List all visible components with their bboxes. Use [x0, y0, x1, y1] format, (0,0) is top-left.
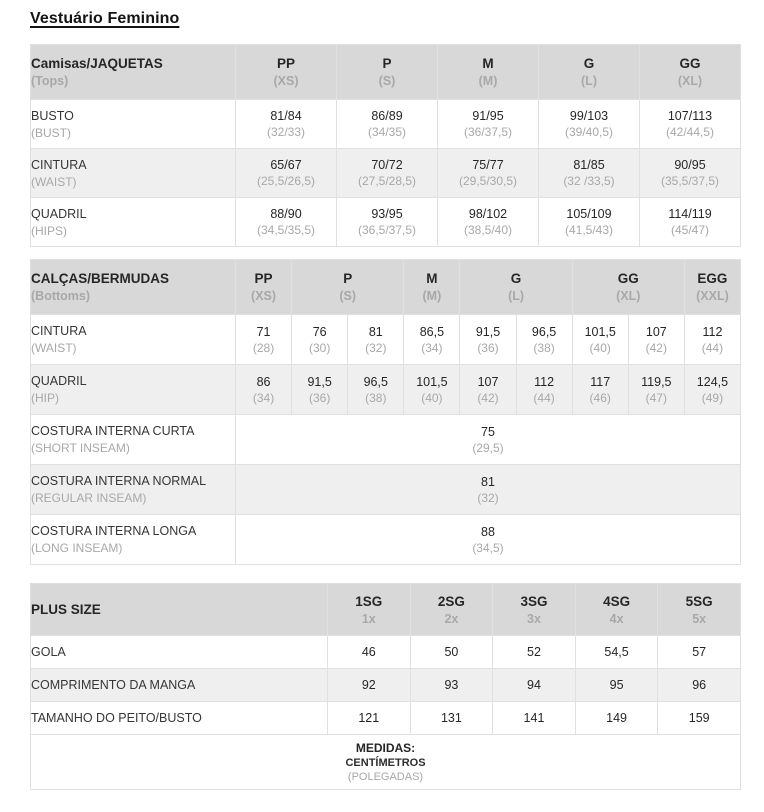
- measure-value: 105/109: [566, 207, 612, 221]
- size-column-header: [337, 45, 438, 100]
- table-row: [31, 415, 741, 465]
- size-sublabel: (S): [339, 289, 357, 303]
- measure-value-inches: (32): [477, 490, 499, 505]
- measure-value-inches: (29,5/30,5): [458, 174, 518, 188]
- row-label-cell: [31, 702, 328, 735]
- measure-value: 101,5: [416, 374, 448, 389]
- size-column-header: [539, 45, 640, 100]
- measure-value: 81: [481, 474, 495, 489]
- value-cell: [348, 365, 404, 415]
- measure-value-inches: (25,5/26,5): [256, 174, 316, 188]
- measure-value: 101,5: [584, 324, 616, 339]
- table-title: Camisas/JAQUETAS: [31, 56, 163, 71]
- size-label: 4SG: [603, 593, 631, 609]
- value-cell: [539, 198, 640, 247]
- value-cell: [337, 100, 438, 149]
- value-cell: [658, 636, 741, 669]
- size-sublabel: 4x: [609, 611, 624, 626]
- table-row: [31, 702, 741, 735]
- size-sublabel: 2x: [444, 611, 459, 626]
- measure-value: 86: [256, 374, 271, 389]
- value-cell: [516, 365, 572, 415]
- table-body: [31, 315, 741, 565]
- value-cell: [493, 669, 576, 702]
- value-cell: [236, 415, 741, 465]
- measure-value: 46: [361, 645, 376, 659]
- header-row: [31, 45, 741, 100]
- measure-value: 107: [477, 374, 499, 389]
- size-label: GG: [679, 56, 701, 71]
- measure-value: 93/95: [371, 207, 403, 221]
- units-note: [31, 741, 740, 783]
- size-sublabel: (XXL): [696, 289, 729, 303]
- row-label-cell: [31, 515, 236, 565]
- size-column-header: [658, 584, 741, 636]
- value-cell: [628, 365, 684, 415]
- value-cell: [539, 149, 640, 198]
- table-title-cell: [31, 584, 328, 636]
- table-row: [31, 669, 741, 702]
- measure-value-inches: (42): [477, 390, 499, 405]
- measure-value: 88: [481, 524, 495, 539]
- row-label: COSTURA INTERNA LONGA: [31, 524, 197, 538]
- size-label: 5SG: [685, 593, 713, 609]
- table-row: [31, 365, 741, 415]
- value-cell: [404, 315, 460, 365]
- table-header: [31, 260, 741, 315]
- row-label-cell: [31, 465, 236, 515]
- measure-value: 94: [527, 678, 541, 692]
- measure-value: 107: [645, 324, 667, 339]
- value-cell: [684, 365, 740, 415]
- header-row: [31, 584, 741, 636]
- size-label: 2SG: [437, 593, 465, 609]
- table-row: [31, 100, 741, 149]
- size-sublabel: (M): [478, 74, 498, 88]
- measure-value-inches: (42): [645, 340, 667, 355]
- measure-value-inches: (39/40,5): [564, 125, 614, 139]
- value-cell: [236, 365, 292, 415]
- units-note-line: CENTÍMETROS: [345, 757, 426, 769]
- value-cell: [328, 636, 411, 669]
- size-label: PP: [276, 56, 295, 71]
- table-body: [31, 100, 741, 247]
- value-cell: [640, 198, 741, 247]
- measure-value-inches: (35,5/37,5): [660, 174, 720, 188]
- measure-value-inches: (32/33): [266, 125, 306, 139]
- table-calcas-bermudas: [30, 259, 741, 565]
- row-label: CINTURA: [31, 324, 87, 338]
- measure-value: 141: [523, 711, 545, 725]
- size-sublabel: (L): [508, 289, 525, 303]
- row-sublabel: (SHORT INSEAM): [31, 441, 130, 455]
- value-cell: [410, 636, 493, 669]
- table-row: [31, 315, 741, 365]
- measure-value: 81/85: [573, 158, 605, 172]
- table-subtitle: (Bottoms): [31, 289, 91, 303]
- row-sublabel: (LONG INSEAM): [31, 541, 123, 555]
- units-note-line: MEDIDAS:: [355, 741, 416, 755]
- measure-value: 131: [440, 711, 462, 725]
- measure-value: 91,5: [475, 324, 501, 339]
- measure-value-inches: (38,5/40): [463, 223, 513, 237]
- size-column-header: [328, 584, 411, 636]
- value-cell: [410, 702, 493, 735]
- measure-value: 91,5: [307, 374, 332, 389]
- size-sublabel: (M): [422, 289, 442, 303]
- row-label: QUADRIL: [31, 374, 87, 388]
- value-cell: [438, 100, 539, 149]
- value-cell: [572, 315, 628, 365]
- value-cell: [658, 702, 741, 735]
- measure-value-inches: (27,5/28,5): [357, 174, 417, 188]
- value-cell: [640, 149, 741, 198]
- size-column-header: [236, 45, 337, 100]
- size-sublabel: (XL): [677, 74, 703, 88]
- row-label-cell: [31, 315, 236, 365]
- measure-value: 76: [312, 324, 327, 339]
- measure-value: 52: [527, 645, 541, 659]
- table-footer: [31, 735, 741, 790]
- measure-value: 54,5: [604, 645, 629, 659]
- measure-value-inches: (36,5/37,5): [357, 223, 417, 237]
- size-sublabel: 3x: [527, 611, 541, 626]
- value-cell: [575, 702, 658, 735]
- measure-value-inches: (40): [589, 340, 611, 355]
- measure-value: 121: [358, 711, 380, 725]
- size-label: P: [343, 271, 353, 286]
- size-column-header: [404, 260, 460, 315]
- size-column-header: [438, 45, 539, 100]
- size-sublabel: 5x: [692, 611, 707, 626]
- measure-value: 112: [534, 374, 555, 389]
- value-cell: [292, 315, 348, 365]
- row-label: COMPRIMENTO DA MANGA: [31, 678, 196, 692]
- measure-value-inches: (36): [477, 340, 499, 355]
- size-label: PP: [254, 271, 273, 286]
- measure-value-inches: (40): [421, 390, 443, 405]
- measure-value-inches: (30): [308, 340, 331, 355]
- row-label-cell: [31, 636, 328, 669]
- measure-value: 90/95: [674, 158, 706, 172]
- measure-value-inches: (29,5): [472, 440, 504, 455]
- measure-value-inches: (44): [701, 340, 724, 355]
- value-cell: [404, 365, 460, 415]
- measure-value-inches: (34): [252, 390, 275, 405]
- units-note-cell: [31, 735, 741, 790]
- value-cell: [460, 365, 516, 415]
- measure-value: 96: [692, 678, 707, 692]
- measure-value: 91/95: [472, 109, 504, 123]
- measure-value: 75/77: [472, 158, 504, 172]
- size-column-header: [460, 260, 572, 315]
- measure-value: 96,5: [531, 324, 557, 339]
- measure-value-inches: (42/44,5): [665, 125, 715, 139]
- value-cell: [438, 198, 539, 247]
- value-cell: [328, 702, 411, 735]
- measure-value: 124,5: [696, 374, 729, 389]
- measure-value: 119,5: [641, 374, 672, 389]
- measure-value: 93: [444, 678, 459, 692]
- table-row: [31, 636, 741, 669]
- measure-value: 88/90: [270, 207, 302, 221]
- measure-value-inches: (34): [421, 340, 443, 355]
- measure-value: 99/103: [569, 109, 609, 123]
- table-body: [31, 636, 741, 735]
- value-cell: [236, 515, 741, 565]
- measure-value-inches: (41,5/43): [564, 223, 614, 237]
- size-column-header: [640, 45, 741, 100]
- row-label-cell: [31, 365, 236, 415]
- measure-value: 159: [688, 711, 710, 725]
- measure-value: 117: [590, 374, 611, 389]
- size-column-header: [410, 584, 493, 636]
- size-sublabel: (XS): [273, 74, 299, 88]
- value-cell: [236, 100, 337, 149]
- table-camisas-jaquetas: [30, 44, 741, 247]
- value-cell: [575, 669, 658, 702]
- row-label: COSTURA INTERNA CURTA: [31, 424, 195, 438]
- value-cell: [328, 669, 411, 702]
- value-cell: [348, 315, 404, 365]
- row-sublabel: (WAIST): [31, 341, 77, 355]
- measure-value: 149: [606, 711, 627, 725]
- measure-value: 50: [444, 645, 459, 659]
- size-column-header: [236, 260, 292, 315]
- row-label: QUADRIL: [31, 206, 87, 221]
- size-label: G: [510, 271, 522, 286]
- measure-value: 65/67: [270, 158, 302, 172]
- value-cell: [438, 149, 539, 198]
- table-header: [31, 584, 741, 636]
- size-label: P: [382, 56, 392, 71]
- table-subtitle: (Tops): [31, 74, 69, 88]
- measure-value-inches: (34,5): [472, 540, 504, 555]
- measure-value: 81: [368, 324, 383, 339]
- measure-value: 92: [361, 678, 376, 692]
- row-sublabel: (BUST): [31, 125, 71, 140]
- row-label-cell: [31, 415, 236, 465]
- measure-value: 96,5: [363, 374, 388, 389]
- table-row: [31, 515, 741, 565]
- measure-value-inches: (38): [365, 390, 387, 405]
- table-row: [31, 198, 741, 247]
- measure-value: 70/72: [371, 158, 403, 172]
- size-label: M: [482, 56, 494, 71]
- row-label: TAMANHO DO PEITO/BUSTO: [31, 711, 202, 725]
- value-cell: [236, 198, 337, 247]
- table-title-cell: [31, 260, 236, 315]
- size-label: EGG: [697, 271, 728, 286]
- row-label-cell: [31, 149, 236, 198]
- measure-value-inches: (34,5/35,5): [256, 223, 316, 237]
- value-cell: [539, 100, 640, 149]
- page-title: Vestuário Feminino: [30, 10, 180, 27]
- size-column-header: [684, 260, 740, 315]
- measure-value: 75: [481, 424, 495, 439]
- row-label: GOLA: [31, 645, 66, 659]
- value-cell: [236, 315, 292, 365]
- measure-value: 95: [609, 678, 624, 692]
- value-cell: [684, 315, 740, 365]
- measure-value-inches: (45/47): [670, 223, 710, 237]
- measure-value-inches: (36): [308, 390, 331, 405]
- measure-value: 81/84: [270, 109, 302, 123]
- value-cell: [628, 315, 684, 365]
- size-label: M: [426, 271, 438, 286]
- measure-value: 114/119: [668, 207, 712, 221]
- value-cell: [572, 365, 628, 415]
- measure-value-inches: (49): [701, 390, 724, 405]
- table-row: [31, 465, 741, 515]
- value-cell: [337, 149, 438, 198]
- size-sublabel: (XL): [616, 289, 641, 303]
- value-cell: [493, 702, 576, 735]
- row-label: BUSTO: [31, 108, 74, 123]
- measure-value-inches: (34/35): [367, 125, 407, 139]
- size-sublabel: (L): [581, 74, 597, 88]
- table-title-cell: [31, 45, 236, 100]
- value-cell: [640, 100, 741, 149]
- row-label: CINTURA: [31, 157, 87, 172]
- row-sublabel: (WAIST): [31, 174, 77, 189]
- measure-value: 107/113: [667, 109, 713, 123]
- measure-value: 86,5: [419, 324, 445, 339]
- value-cell: [575, 636, 658, 669]
- measure-value: 98/102: [468, 207, 508, 221]
- row-sublabel: (REGULAR INSEAM): [31, 491, 147, 505]
- size-column-header: [292, 260, 404, 315]
- size-sublabel: (S): [378, 74, 396, 88]
- measure-value: 71: [256, 324, 271, 339]
- table-row: [31, 149, 741, 198]
- measure-value: 112: [702, 324, 723, 339]
- size-label: G: [583, 56, 595, 71]
- row-sublabel: (HIP): [31, 391, 59, 405]
- value-cell: [236, 465, 741, 515]
- measure-value-inches: (47): [645, 390, 667, 405]
- size-column-header: [575, 584, 658, 636]
- table-title: CALÇAS/BERMUDAS: [31, 271, 169, 286]
- measure-value-inches: (32 /33,5): [563, 174, 615, 188]
- measure-value-inches: (46): [589, 390, 611, 405]
- row-label-cell: [31, 198, 236, 247]
- size-label: 1SG: [355, 593, 383, 609]
- table-title: PLUS SIZE: [31, 602, 101, 617]
- value-cell: [493, 636, 576, 669]
- value-cell: [236, 149, 337, 198]
- measure-value-inches: (38): [533, 340, 555, 355]
- footer-row: [31, 735, 741, 790]
- value-cell: [460, 315, 516, 365]
- value-cell: [516, 315, 572, 365]
- units-note-line: (POLEGADAS): [347, 771, 424, 783]
- measure-value: 86/89: [371, 109, 403, 123]
- size-label: GG: [617, 271, 639, 286]
- size-column-header: [493, 584, 576, 636]
- row-label-cell: [31, 100, 236, 149]
- table-plus-size: [30, 583, 741, 790]
- table-header: [31, 45, 741, 100]
- measure-value-inches: (32): [365, 340, 387, 355]
- size-sublabel: 1x: [361, 611, 376, 626]
- measure-value-inches: (28): [252, 340, 275, 355]
- measure-value: 57: [692, 645, 707, 659]
- measure-value-inches: (44): [533, 390, 555, 405]
- header-row: [31, 260, 741, 315]
- value-cell: [337, 198, 438, 247]
- measure-value-inches: (36/37,5): [463, 125, 513, 139]
- value-cell: [658, 669, 741, 702]
- row-label-cell: [31, 669, 328, 702]
- value-cell: [292, 365, 348, 415]
- row-label: COSTURA INTERNA NORMAL: [31, 474, 207, 488]
- value-cell: [410, 669, 493, 702]
- size-column-header: [572, 260, 684, 315]
- size-label: 3SG: [520, 593, 548, 609]
- row-sublabel: (HIPS): [31, 223, 67, 238]
- size-sublabel: (XS): [251, 289, 277, 303]
